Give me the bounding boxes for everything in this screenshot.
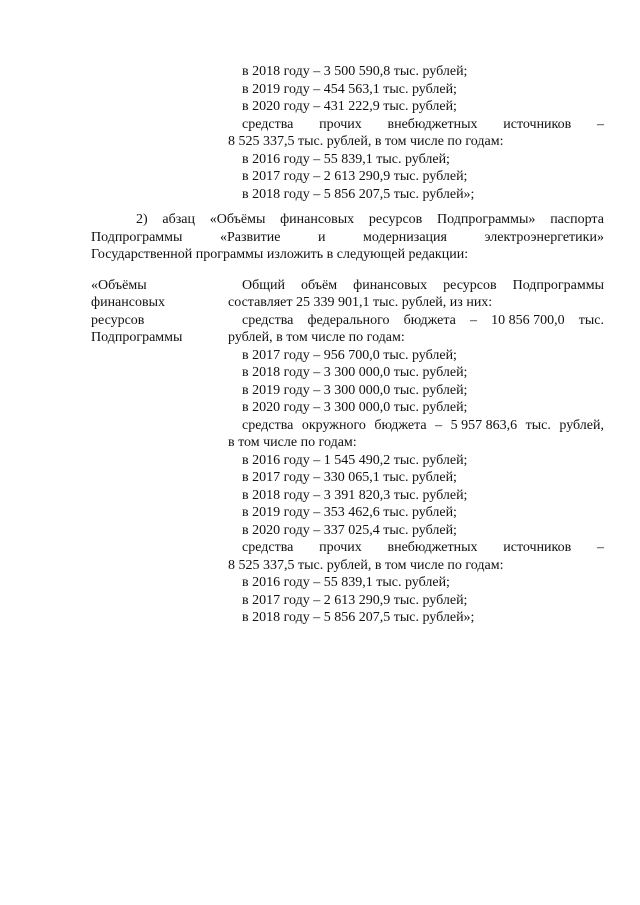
word: прочих [319, 117, 362, 132]
word: – [597, 117, 604, 132]
right-line-11: в 2016 году – 1 545 490,2 тыс. рублей; [242, 453, 468, 468]
right-line-15: в 2020 году – 337 025,4 тыс. рублей; [242, 523, 457, 538]
word: Общий [242, 278, 285, 293]
right-line-6: в 2018 году – 3 300 000,0 тыс. рублей; [242, 365, 468, 380]
word: средства [242, 117, 294, 132]
word: источников [503, 540, 572, 555]
word: средства [242, 418, 294, 433]
right-line-17: 8 525 337,5 тыс. рублей, в том числе по годам: [228, 558, 504, 573]
word: Подпрограммы [91, 230, 183, 245]
word: и [317, 230, 326, 245]
word: модернизация [363, 230, 447, 245]
top-line-total: 8 525 337,5 тыс. рублей, в том числе по годам: [228, 134, 504, 149]
word: ресурсов [443, 278, 497, 293]
right-line-10: в том числе по годам: [228, 435, 357, 450]
word: – [435, 418, 443, 433]
right-line-9 [242, 417, 604, 434]
right-line-12: в 2017 году – 330 065,1 тыс. рублей; [242, 470, 457, 485]
paragraph-line-3: Государственной программы изложить в следующей редакции: [91, 247, 469, 262]
paragraph-line-2 [91, 229, 604, 246]
top-line-2018b: в 2018 году – 5 856 207,5 тыс. рублей»; [242, 187, 475, 202]
word: бюджета [374, 418, 427, 433]
label-line-2: финансовых [91, 295, 165, 310]
word: средства [242, 540, 294, 555]
word: окружного [301, 418, 366, 433]
right-line-14: в 2019 году – 353 462,6 тыс. рублей; [242, 505, 457, 520]
word: тыс. [525, 418, 551, 433]
word: бюджета [403, 313, 456, 328]
right-line-13: в 2018 году – 3 391 820,3 тыс. рублей; [242, 488, 468, 503]
word: «Объёмы [209, 212, 266, 227]
top-line-2017: в 2017 году – 2 613 290,9 тыс. рублей; [242, 169, 468, 184]
top-line-2020: в 2020 году – 431 222,9 тыс. рублей; [242, 99, 457, 114]
paragraph-line-1 [136, 211, 604, 228]
word: 2) [136, 212, 148, 227]
top-line-2018: в 2018 году – 3 500 590,8 тыс. рублей; [242, 64, 468, 79]
word: ресурсов [368, 212, 423, 227]
label-line-4: Подпрограммы [91, 330, 183, 345]
word: объём [301, 278, 338, 293]
word: 10 856 700,0 [491, 313, 565, 328]
right-line-3 [242, 312, 604, 329]
right-line-5: в 2017 году – 956 700,0 тыс. рублей; [242, 348, 457, 363]
word: «Развитие [219, 230, 281, 245]
word: тыс. [578, 313, 604, 328]
word: средства [242, 313, 294, 328]
word: внебюджетных [387, 540, 478, 555]
word: Подпрограммы» [437, 212, 536, 227]
top-line-other-sources [242, 116, 604, 133]
word: источников [503, 117, 572, 132]
label-line-3: ресурсов [91, 313, 145, 328]
word: абзац [162, 212, 195, 227]
top-line-2019: в 2019 году – 454 563,1 тыс. рублей; [242, 82, 457, 97]
word: – [597, 540, 604, 555]
word: Подпрограммы [512, 278, 604, 293]
word: федерального [307, 313, 390, 328]
right-line-2: составляет 25 339 901,1 тыс. рублей, из них: [228, 295, 493, 310]
word: финансовых [353, 278, 428, 293]
word: рублей, [559, 418, 604, 433]
label-line-1: «Объёмы [91, 278, 147, 293]
word: внебюджетных [387, 117, 478, 132]
right-line-20: в 2018 году – 5 856 207,5 тыс. рублей»; [242, 610, 475, 625]
right-line-18: в 2016 году – 55 839,1 тыс. рублей; [242, 575, 450, 590]
top-line-2016: в 2016 году – 55 839,1 тыс. рублей; [242, 152, 450, 167]
word: – [469, 313, 477, 328]
word: прочих [319, 540, 362, 555]
word: паспорта [550, 212, 604, 227]
word: финансовых [280, 212, 355, 227]
right-line-16 [242, 539, 604, 556]
right-line-4: рублей, в том числе по годам: [228, 330, 405, 345]
right-line-1 [242, 277, 604, 294]
right-line-7: в 2019 году – 3 300 000,0 тыс. рублей; [242, 383, 468, 398]
right-line-19: в 2017 году – 2 613 290,9 тыс. рублей; [242, 593, 468, 608]
right-line-8: в 2020 году – 3 300 000,0 тыс. рублей; [242, 400, 468, 415]
word: электроэнергетики» [484, 230, 604, 245]
word: 5 957 863,6 [450, 418, 518, 433]
